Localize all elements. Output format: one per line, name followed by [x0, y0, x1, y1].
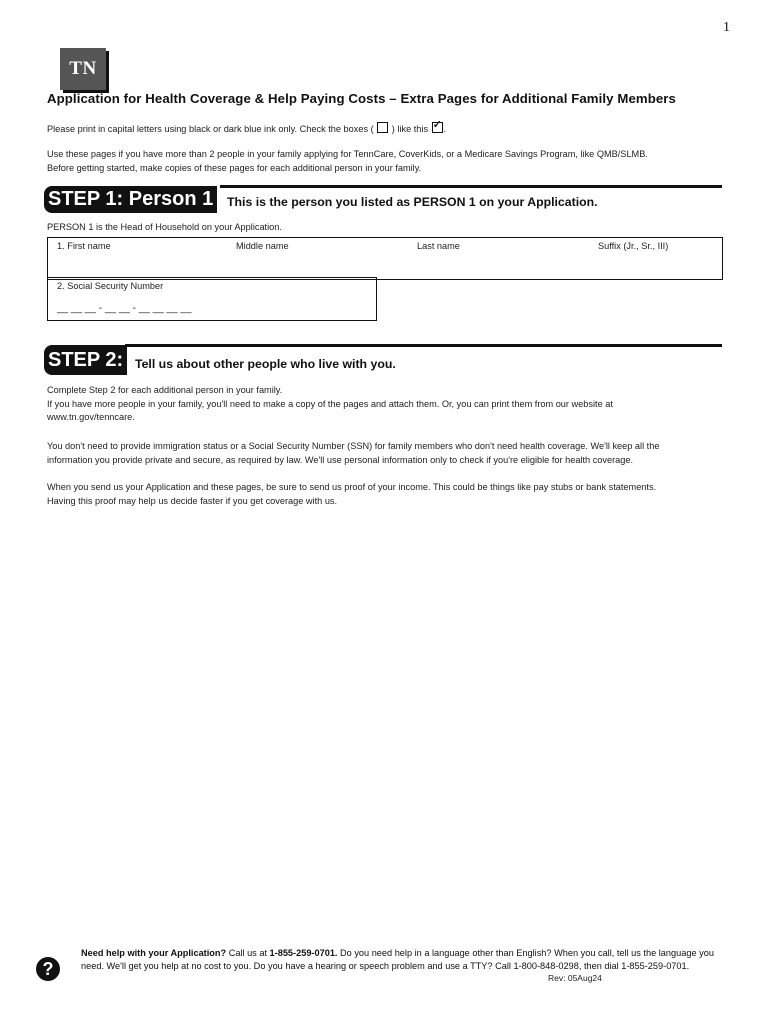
footer-call-text: Call us at — [226, 948, 270, 958]
first-name-label: 1. First name — [57, 241, 111, 251]
step2-caption: Tell us about other people who live with you. — [135, 357, 396, 371]
suffix-label: Suffix (Jr., Sr., III) — [598, 241, 669, 251]
step2-p1-line-1: Complete Step 2 for each additional person in your family. — [47, 385, 283, 395]
checked-checkbox-icon — [432, 122, 443, 133]
revision-date: Rev: 05Aug24 — [548, 973, 602, 983]
step2-label: STEP 2: — [44, 345, 127, 375]
step2-p1-line-2: If you have more people in your family, you'll need to make a copy of the pages and attach them. Or, you can print them from our website at — [47, 398, 613, 409]
step2-paragraph-2 — [47, 440, 659, 467]
ssn-blank: __ __ __ - __ __ - __ __ __ __ — [57, 303, 192, 314]
step2-p3-line-2: Having this proof may help us decide faster if you get coverage with us. — [47, 495, 338, 506]
name-fields-box[interactable] — [47, 237, 723, 280]
footer-help-text — [81, 947, 733, 972]
step2-p1-line-3: www.tn.gov/tenncare. — [47, 412, 135, 422]
step1-note: PERSON 1 is the Head of Household on your Application. — [47, 222, 282, 232]
step1-caption: This is the person you listed as PERSON 1 on your Application. — [227, 195, 598, 209]
last-name-label: Last name — [417, 241, 460, 251]
footer-body-text: Do you need help in a language other than English? When you call, tell us the language you need. We'll get you help at no cost to you. Do you have a hearing or speech problem and use a TTY? Call 1-800-848-0298, then dial 1-855-259-0701. — [81, 948, 714, 971]
step1-label: STEP 1: Person 1 — [44, 186, 217, 213]
step1-rule — [220, 185, 722, 188]
step2-p3-line-1: When you send us your Application and these pages, be sure to send us proof of your income. This could be things like pay stubs or bank statements. — [47, 482, 657, 492]
tn-logo: TN — [60, 48, 106, 90]
help-question-icon: ? — [36, 957, 60, 981]
step2-paragraph-3 — [47, 481, 656, 508]
usage-line-2: Before getting started, make copies of these pages for each additional person in your family. — [47, 162, 422, 173]
usage-instructions — [47, 148, 648, 175]
middle-name-label: Middle name — [236, 241, 289, 251]
page-number: 1 — [723, 20, 730, 35]
step2-p2-line-2: information you provide private and secure, as required by law. We'll use personal information only to check if you're eligible for health coverage. — [47, 454, 634, 465]
step2-rule — [125, 344, 722, 347]
footer-phone: 1-855-259-0701. — [269, 948, 338, 958]
step2-p2-line-1: You don't need to provide immigration status or a Social Security Number (SSN) for family members who don't need health coverage. We'll keep all the — [47, 441, 660, 451]
empty-checkbox-icon — [377, 122, 388, 133]
instruction-text-c: . — [443, 124, 447, 134]
footer-help-heading: Need help with your Application? — [81, 948, 227, 958]
page-title: Application for Health Coverage & Help Paying Costs – Extra Pages for Additional Family Members — [47, 91, 676, 106]
instruction-text-a: Please print in capital letters using black or dark blue ink only. Check the boxes ( — [47, 124, 374, 134]
check-instructions — [47, 122, 446, 137]
step2-paragraph-1 — [47, 384, 613, 425]
instruction-text-b: ) like this — [391, 124, 429, 134]
ssn-field-box[interactable] — [47, 277, 377, 321]
usage-line-1: Use these pages if you have more than 2 people in your family applying for TennCare, CoverKids, or a Medicare Savings Program, like QMB/SLMB. — [47, 149, 648, 159]
ssn-label: 2. Social Security Number — [57, 281, 164, 291]
